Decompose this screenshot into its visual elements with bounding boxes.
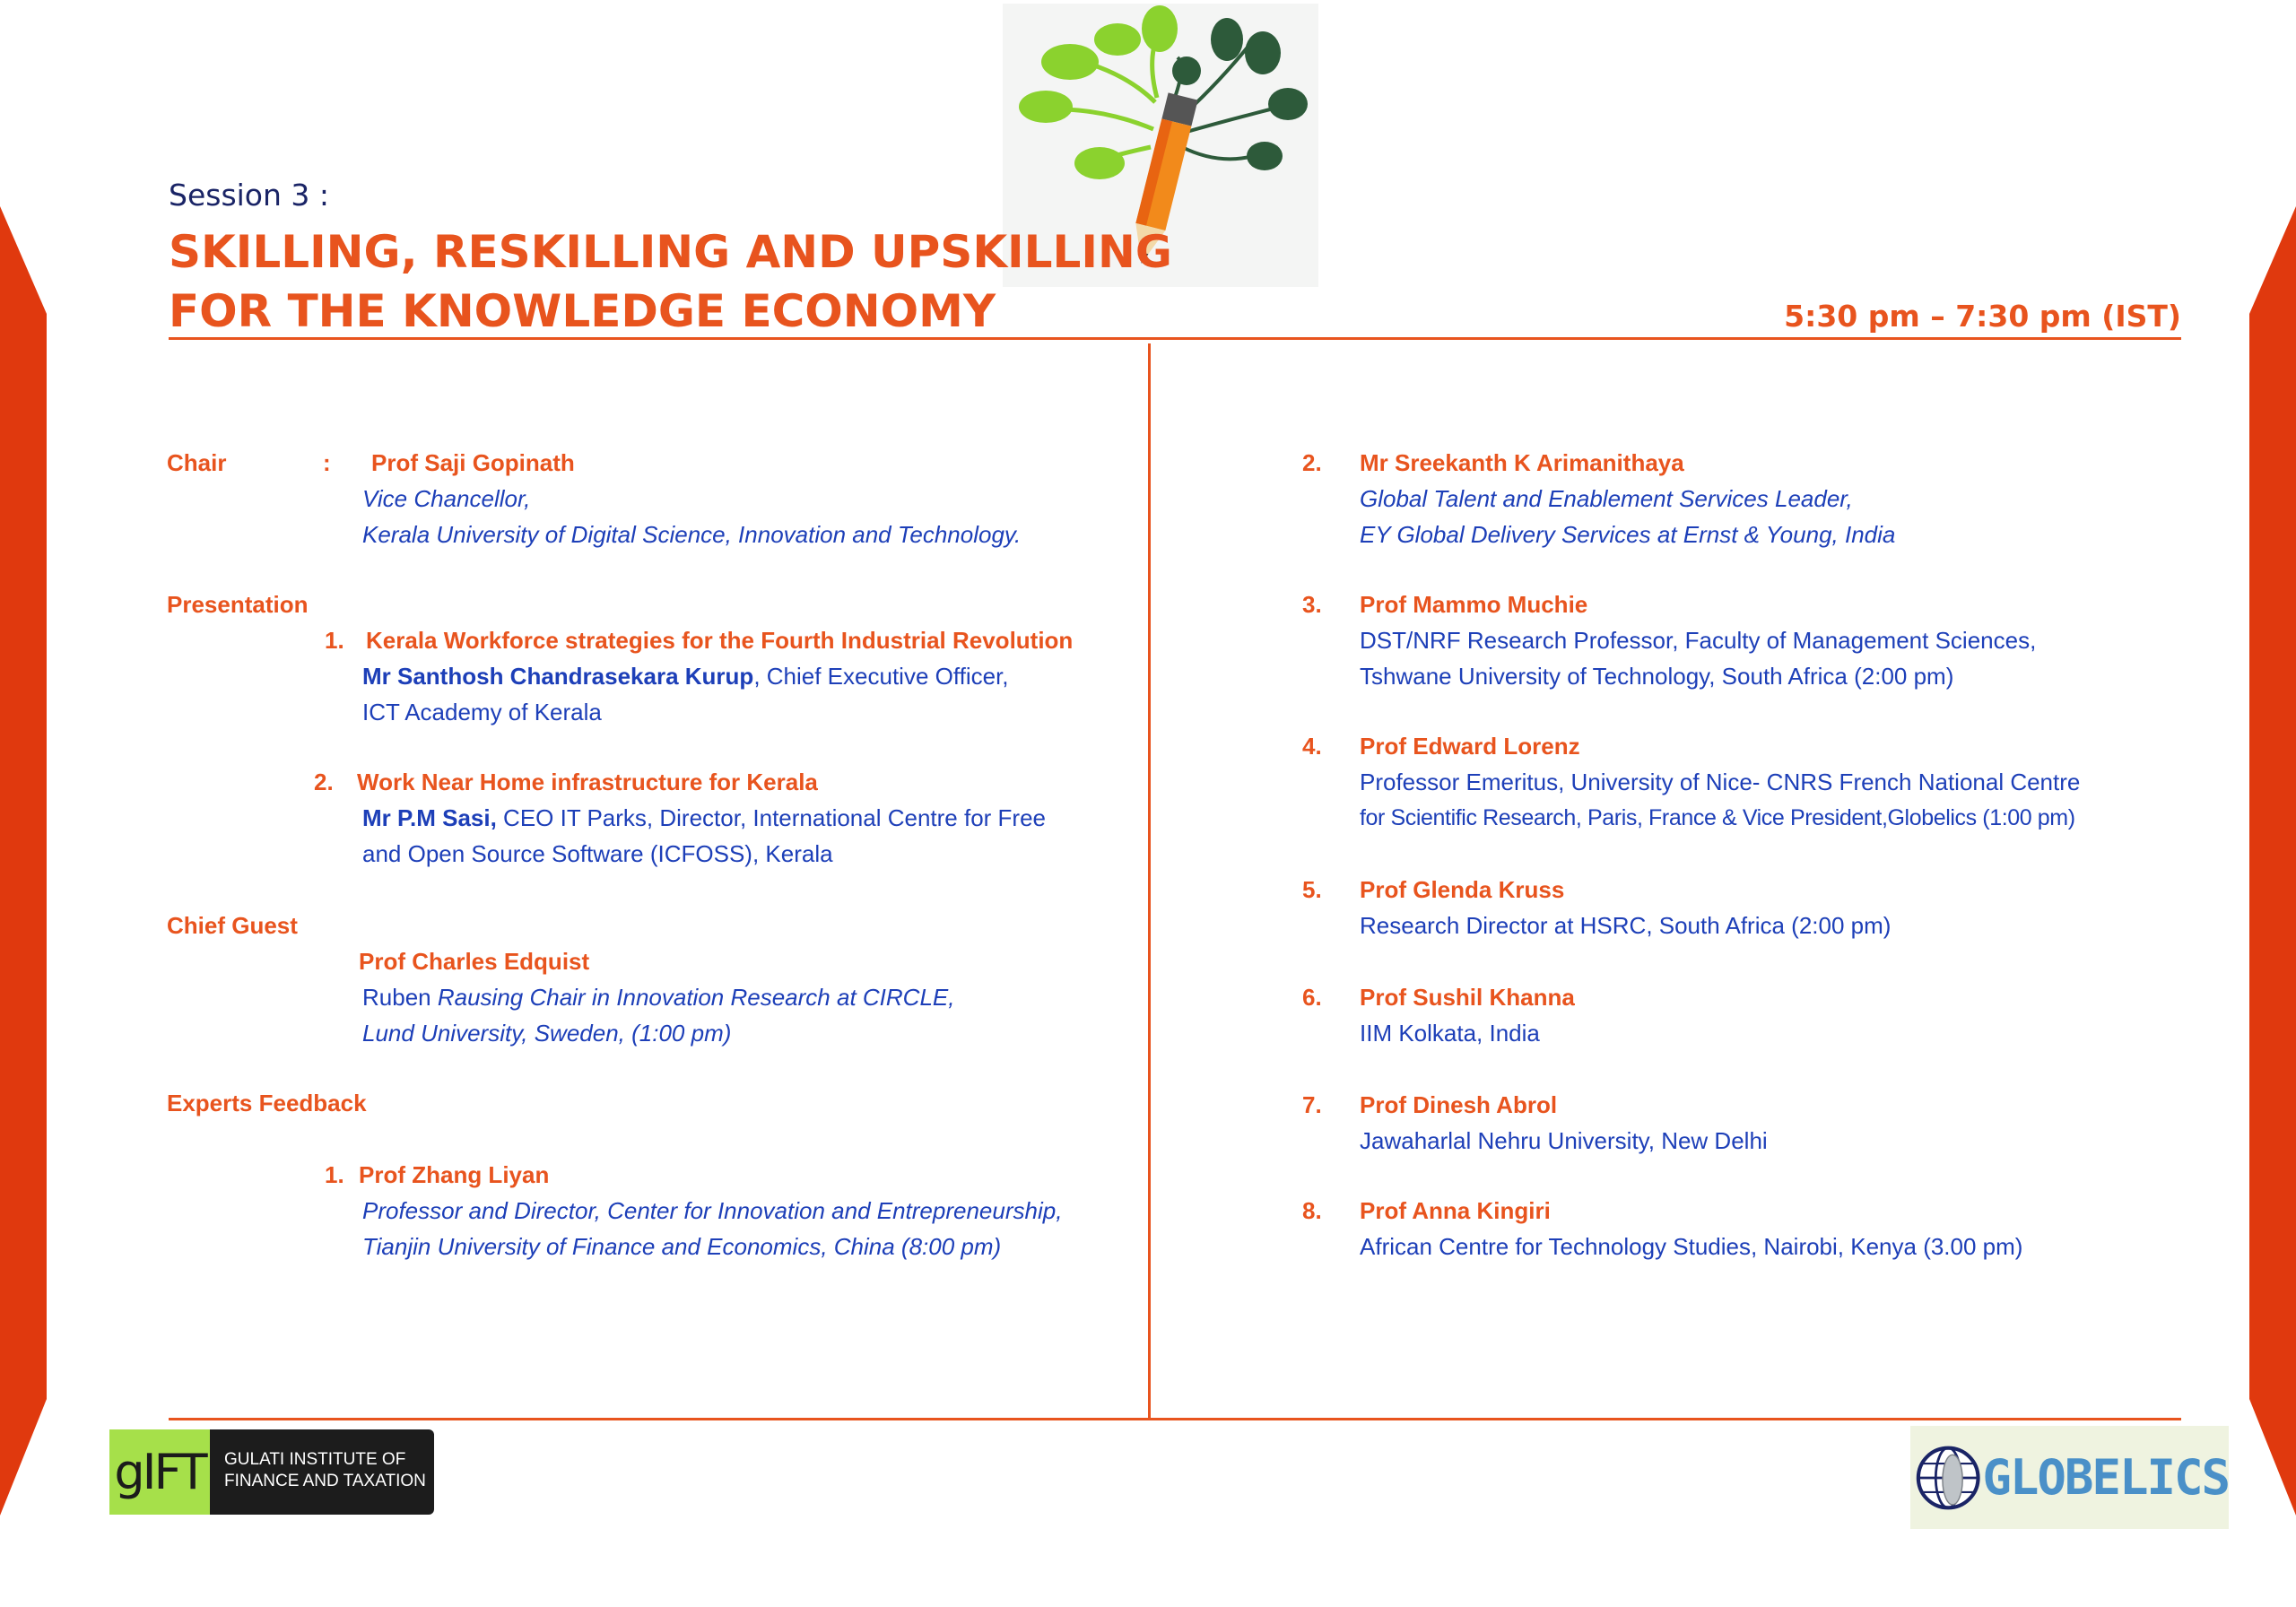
session-title-line-1: SKILLING, RESKILLING AND UPSKILLING (169, 226, 1172, 278)
globe-icon (1914, 1429, 1982, 1527)
chair-name: Prof Saji Gopinath (371, 449, 575, 476)
expert-2-title: Global Talent and Enablement Services Leader, (1360, 485, 1853, 512)
presentation-1-organization: ICT Academy of Kerala (362, 699, 602, 725)
chair-title: Vice Chancellor, (362, 485, 531, 512)
expert-2-number: 2. (1302, 449, 1322, 476)
header-divider (169, 337, 2181, 340)
expert-4-affiliation: for Scientific Research, Paris, France & Vice President,Globelics (1:00 pm) (1360, 805, 2075, 830)
presentation-2-speaker (362, 800, 1046, 836)
chief-guest-title-plain: Ruben (362, 984, 438, 1011)
expert-4-number: 4. (1302, 733, 1322, 760)
expert-4-title: Professor Emeritus, University of Nice- CNRS French National Centre (1360, 769, 2081, 795)
presentation-1-speaker (362, 658, 1009, 694)
expert-5-name: Prof Glenda Kruss (1360, 876, 1565, 903)
expert-7-number: 7. (1302, 1091, 1322, 1118)
gift-logo-name (210, 1429, 434, 1515)
expert-2-affiliation: EY Global Delivery Services at Ernst & Young, India (1360, 521, 1896, 548)
left-side-bar (0, 0, 54, 1607)
footer-divider (169, 1418, 2181, 1420)
expert-3-affiliation: Tshwane University of Technology, South Africa (2:00 pm) (1360, 663, 1954, 690)
presentation-1-speaker-name: Mr Santhosh Chandrasekara Kurup (362, 663, 754, 690)
expert-3-title: DST/NRF Research Professor, Faculty of Management Sciences, (1360, 627, 2037, 654)
chief-guest-label: Chief Guest (167, 912, 298, 939)
session-title (169, 222, 1172, 341)
chair-colon: : (323, 449, 331, 476)
expert-1-name: Prof Zhang Liyan (359, 1161, 550, 1188)
expert-1-number: 1. (325, 1161, 344, 1188)
expert-1-affiliation: Tianjin University of Finance and Economics, China (8:00 pm) (362, 1233, 1002, 1260)
chief-guest-name: Prof Charles Edquist (359, 948, 590, 975)
globelics-logo (1910, 1426, 2229, 1529)
gift-logo-line-1: GULATI INSTITUTE OF (224, 1450, 406, 1469)
globelics-wordmark: GLOBELICS (1982, 1449, 2229, 1506)
gift-logo-line-2: FINANCE AND TAXATION (224, 1472, 426, 1490)
chief-guest-title (362, 979, 954, 1015)
column-divider (1148, 343, 1151, 1420)
presentation-label: Presentation (167, 591, 309, 618)
chief-guest-affiliation: Lund University, Sweden, (1:00 pm) (362, 1020, 732, 1047)
session-label: Session 3 : (169, 178, 330, 213)
session-title-line-2: FOR THE KNOWLEDGE ECONOMY (169, 285, 996, 337)
chair-label: Chair (167, 449, 227, 476)
expert-6-name: Prof Sushil Khanna (1360, 984, 1575, 1011)
experts-feedback-label: Experts Feedback (167, 1090, 367, 1116)
expert-4-name: Prof Edward Lorenz (1360, 733, 1580, 760)
presentation-2-organization: and Open Source Software (ICFOSS), Kerala (362, 840, 833, 867)
expert-1-title: Professor and Director, Center for Innovation and Entrepreneurship, (362, 1197, 1063, 1224)
expert-7-affiliation: Jawaharlal Nehru University, New Delhi (1360, 1127, 1768, 1154)
expert-3-number: 3. (1302, 591, 1322, 618)
expert-8-name: Prof Anna Kingiri (1360, 1197, 1551, 1224)
gift-logo-mark: gIFT (109, 1429, 210, 1515)
expert-6-number: 6. (1302, 984, 1322, 1011)
presentation-2-title: Work Near Home infrastructure for Kerala (357, 769, 818, 795)
presentation-1-title: Kerala Workforce strategies for the Fourth Industrial Revolution (366, 627, 1074, 654)
expert-8-number: 8. (1302, 1197, 1322, 1224)
right-side-bar (2242, 0, 2296, 1607)
chief-guest-title-italic: Rausing Chair in Innovation Research at CIRCLE, (437, 984, 955, 1011)
presentation-2-number: 2. (314, 769, 334, 795)
expert-6-affiliation: IIM Kolkata, India (1360, 1020, 1540, 1047)
expert-7-name: Prof Dinesh Abrol (1360, 1091, 1558, 1118)
gift-logo (109, 1429, 434, 1515)
expert-5-number: 5. (1302, 876, 1322, 903)
session-time: 5:30 pm – 7:30 pm (IST) (1784, 299, 2181, 334)
expert-2-name: Mr Sreekanth K Arimanithaya (1360, 449, 1684, 476)
chair-affiliation: Kerala University of Digital Science, Innovation and Technology. (362, 521, 1022, 548)
presentation-1-speaker-role: , Chief Executive Officer, (753, 663, 1009, 690)
expert-5-affiliation: Research Director at HSRC, South Africa (2:00 pm) (1360, 912, 1892, 939)
expert-8-affiliation: African Centre for Technology Studies, Nairobi, Kenya (3.00 pm) (1360, 1233, 2023, 1260)
presentation-1-number: 1. (325, 627, 344, 654)
presentation-2-speaker-role: CEO IT Parks, Director, International Centre for Free (496, 804, 1047, 831)
presentation-2-speaker-name: Mr P.M Sasi, (362, 804, 497, 831)
expert-3-name: Prof Mammo Muchie (1360, 591, 1588, 618)
